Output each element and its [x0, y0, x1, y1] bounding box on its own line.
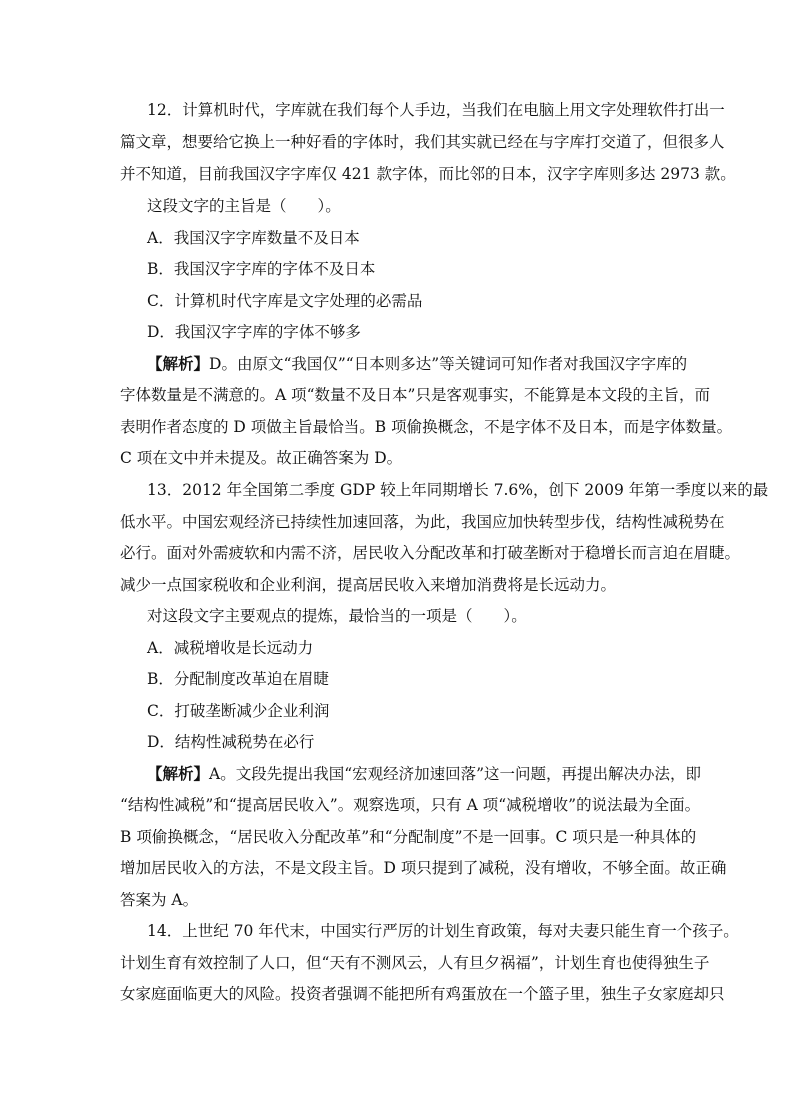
q13-question: 对这段文字主要观点的提炼，最恰当的一项是（ ）。 — [147, 607, 527, 625]
q12-option-b: B．我国汉字字库的字体不及日本 — [147, 260, 376, 278]
q12-option-c: C．计算机时代字库是文字处理的必需品 — [147, 292, 423, 310]
q12-stem-line-3: 并不知道，目前我国汉字字库仅 421 款字体，而比邻的日本，汉字字库则多达 2973 款。 — [120, 165, 736, 183]
q12-stem-line-1: 12．计算机时代，字库就在我们每个人手边，当我们在电脑上用文字处理软件打出一 — [147, 101, 725, 119]
q12-option-a: A．我国汉字字库数量不及日本 — [147, 229, 360, 247]
q12-analysis-label: 【解析】 — [147, 354, 210, 373]
q12-analysis-line-1 — [147, 354, 687, 374]
q13-analysis-first: A。文段先提出我国“宏观经济加速回落”这一问题，再提出解决办法，即 — [209, 765, 702, 783]
q14-stem-line-1: 14．上世纪 70 年代末，中国实行严厉的计划生育政策，每对夫妻只能生育一个孩子。 — [147, 922, 739, 940]
q13-option-b: B．分配制度改革迫在眉睫 — [147, 670, 329, 688]
q13-analysis-line-5: 答案为 A。 — [120, 891, 199, 909]
q13-analysis-line-4: 增加居民收入的方法，不是文段主旨。D 项只提到了减税，没有增收，不够全面。故正确 — [120, 859, 727, 877]
q12-analysis-line-3: 表明作者态度的 D 项做主旨最恰当。B 项偷换概念，不是字体不及日本，而是字体数量。 — [120, 418, 733, 436]
q12-question: 这段文字的主旨是（ ）。 — [147, 197, 341, 215]
q13-stem-line-1: 13．2012 年全国第二季度 GDP 较上年同期增长 7.6%，创下 2009 年第一季度以来的最 — [147, 481, 769, 499]
q13-stem-line-4: 减少一点国家税收和企业利润，提高居民收入来增加消费将是长远动力。 — [120, 576, 617, 594]
q13-option-c: C．打破垄断减少企业利润 — [147, 702, 330, 720]
q13-analysis-label: 【解析】 — [147, 764, 210, 783]
q13-stem-line-3: 必行。面对外需疲软和内需不济，居民收入分配改革和打破垄断对于稳增长而言迫在眉睫。 — [120, 544, 741, 562]
q14-stem-line-3: 女家庭面临更大的风险。投资者强调不能把所有鸡蛋放在一个篮子里，独生子女家庭却只 — [120, 985, 725, 1003]
q14-stem-line-2: 计划生育有效控制了人口，但“天有不测风云，人有旦夕祸福”，计划生育也使得独生子 — [120, 954, 710, 972]
q13-stem-line-2: 低水平。中国宏观经济已持续性加速回落，为此，我国应加快转型步伐，结构性减税势在 — [120, 513, 725, 531]
q12-stem-line-2: 篇文章，想要给它换上一种好看的字体时，我们其实就已经在与字库打交道了，但很多人 — [120, 133, 725, 151]
q12-analysis-line-2: 字体数量是不满意的。A 项“数量不及日本”只是客观事实，不能算是本文段的主旨，而 — [120, 386, 710, 404]
q13-analysis-line-1 — [147, 764, 701, 784]
q13-analysis-line-2: “结构性减税”和“提高居民收入”。观察选项，只有 A 项“减税增收”的说法最为全面。 — [120, 796, 701, 814]
q13-analysis-line-3: B 项偷换概念，“居民收入分配改革”和“分配制度”不是一回事。C 项只是一种具体的 — [120, 828, 697, 846]
q12-option-d: D．我国汉字字库的字体不够多 — [147, 323, 361, 341]
q13-option-d: D．结构性减税势在必行 — [147, 733, 315, 751]
q13-option-a: A．减税增收是长远动力 — [147, 639, 314, 657]
q12-analysis-line-4: C 项在文中并未提及。故正确答案为 D。 — [120, 449, 403, 467]
q12-analysis-first: D。由原文“我国仅”“日本则多达”等关键词可知作者对我国汉字字库的 — [209, 355, 688, 373]
